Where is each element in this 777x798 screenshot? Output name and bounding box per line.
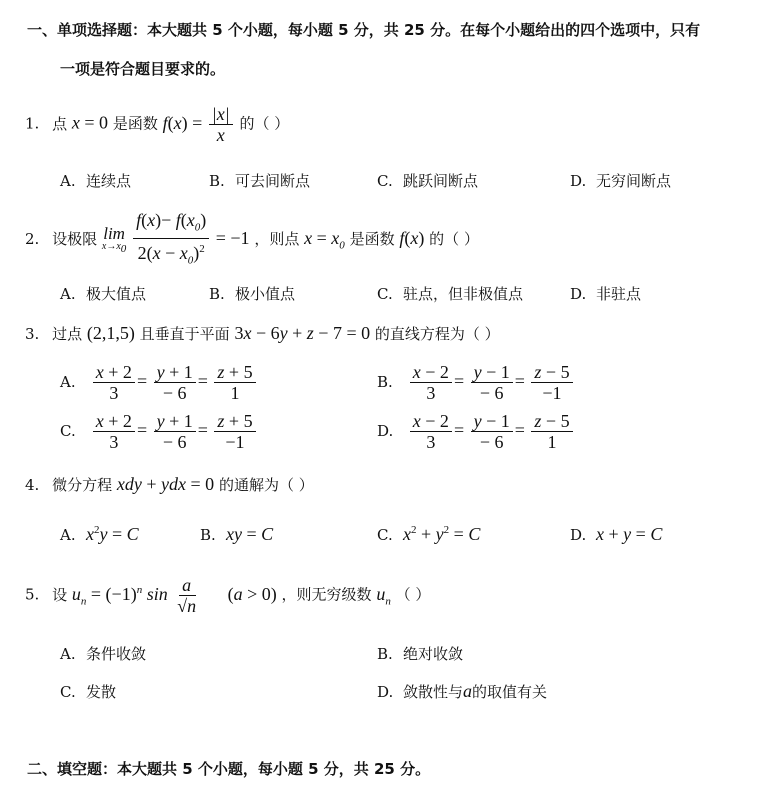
math-differential-equation: xdy + ydx = 0 <box>116 474 215 494</box>
math-limit: lim $x\to x_0$ <box>101 224 127 256</box>
option-1b[interactable]: B. 可去间断点 <box>209 172 311 190</box>
question-3-text: 且垂直于平面 <box>139 325 230 343</box>
option-4c[interactable]: C. $x^2 + y^2 = C$ <box>377 524 481 544</box>
question-5 <box>25 575 430 616</box>
option-3d[interactable]: D. $\frac{x - 2}{3}$ = $\frac{y - 1}{- 6}$ = $\frac{z - 5}{1}$ <box>377 411 575 452</box>
question-2-text: ，则点 <box>254 230 300 249</box>
section1-heading-line1: 一、单项选择题：本大题共 5 个小题，每小题 5 分，共 25 分。在每个小题给出的四个选项中，只有 <box>27 21 701 39</box>
question-3 <box>25 323 500 344</box>
option-4b[interactable]: B. xy = C <box>200 524 274 544</box>
math-function-abs-x-over-x: f(x) = $\frac{|x|}{x}$ <box>163 113 235 133</box>
option-4a[interactable]: A. $x^2y = C$ <box>60 524 139 544</box>
question-1-text: 的（ ） <box>239 114 290 133</box>
math-a: a <box>463 681 473 701</box>
math-x-eq-0: x = 0 <box>71 112 109 133</box>
math-fx: f(x) <box>399 228 425 249</box>
option-5d[interactable]: D. 敛散性与a的取值有关 <box>377 681 548 701</box>
math-x-eq-x0: $x = x_0$ <box>304 228 345 252</box>
math-point: (2,1,5) <box>86 323 135 343</box>
section2-heading: 二、填空题：本大题共 5 个小题，每小题 5 分，共 25 分。 <box>27 760 431 778</box>
question-number: 3. <box>25 325 40 343</box>
math-limit-fraction: $\frac{f(x)- f(x_0)}{2(x - x_0)^2}$ = −1 <box>131 228 250 248</box>
question-1-text: 点 <box>52 114 68 133</box>
option-2d[interactable]: D. 非驻点 <box>570 285 642 303</box>
question-2-text: 设极限 <box>52 230 98 249</box>
question-number: 4. <box>25 476 40 494</box>
option-5a[interactable]: A. 条件收敛 <box>60 645 147 663</box>
option-4d[interactable]: D. x + y = C <box>570 524 663 544</box>
question-4-text: 微分方程 <box>52 476 113 494</box>
math-line-equation: $\frac{x - 2}{3}$ = $\frac{y - 1}{- 6}$ = $\frac{z - 5}{-1}$ <box>408 371 575 391</box>
math-answer: xy = C <box>226 524 274 544</box>
option-3a[interactable]: A. $\frac{x + 2}{3}$ = $\frac{y + 1}{- 6}$ = $\frac{z + 5}{1}$ <box>60 362 258 403</box>
option-2a[interactable]: A. 极大值点 <box>60 285 147 303</box>
question-1 <box>25 104 289 145</box>
math-answer: $x^2 + y^2 = C$ <box>403 524 481 544</box>
option-1d[interactable]: D. 无穷间断点 <box>570 172 672 190</box>
question-2-text: 是函数 <box>349 230 395 249</box>
question-5-text: （ ） <box>395 585 431 604</box>
section1-heading-line2: 一项是符合题目要求的。 <box>60 60 226 78</box>
question-5-text: ，则无穷级数 <box>281 585 372 604</box>
question-4-text: 的通解为（ ） <box>218 476 314 494</box>
option-3b[interactable]: B. $\frac{x - 2}{3}$ = $\frac{y - 1}{- 6}$ = $\frac{z - 5}{-1}$ <box>377 362 575 403</box>
option-2b[interactable]: B. 极小值点 <box>209 285 296 303</box>
question-number: 1. <box>25 114 40 133</box>
math-series-term: $u_n = (-1)^n$ sin $\frac{a}{√n}$ (a > 0) <box>71 575 277 616</box>
option-2c[interactable]: C. 驻点，但非极值点 <box>377 285 524 303</box>
option-1c[interactable]: C. 跳跃间断点 <box>377 172 479 190</box>
option-1a[interactable]: A. 连续点 <box>60 172 132 190</box>
math-line-equation: $\frac{x + 2}{3}$ = $\frac{y + 1}{- 6}$ = $\frac{z + 5}{1}$ <box>91 371 258 391</box>
question-4 <box>25 474 314 495</box>
question-number: 2. <box>25 230 40 249</box>
math-line-equation: $\frac{x - 2}{3}$ = $\frac{y - 1}{- 6}$ = $\frac{z - 5}{1}$ <box>408 420 575 440</box>
question-5-text: 设 <box>52 585 68 604</box>
option-5b[interactable]: B. 绝对收敛 <box>377 645 464 663</box>
question-2-text: 的（ ） <box>429 230 479 249</box>
question-3-text: 过点 <box>52 325 83 343</box>
option-5c[interactable]: C. 发散 <box>60 683 117 701</box>
math-line-equation: $\frac{x + 2}{3}$ = $\frac{y + 1}{- 6}$ = $\frac{z + 5}{-1}$ <box>91 420 258 440</box>
question-1-text: 是函数 <box>112 114 158 133</box>
question-2 <box>25 210 479 270</box>
math-plane-equation: 3x − 6y + z − 7 = 0 <box>234 323 371 343</box>
math-answer: x + y = C <box>596 524 663 544</box>
question-3-text: 的直线方程为（ ） <box>374 325 500 343</box>
question-number: 5. <box>25 585 40 604</box>
math-answer: $x^2y = C$ <box>86 524 139 544</box>
option-3c[interactable]: C. $\frac{x + 2}{3}$ = $\frac{y + 1}{- 6}$ = $\frac{z + 5}{-1}$ <box>60 411 258 452</box>
math-un: $u_n$ <box>376 583 391 608</box>
